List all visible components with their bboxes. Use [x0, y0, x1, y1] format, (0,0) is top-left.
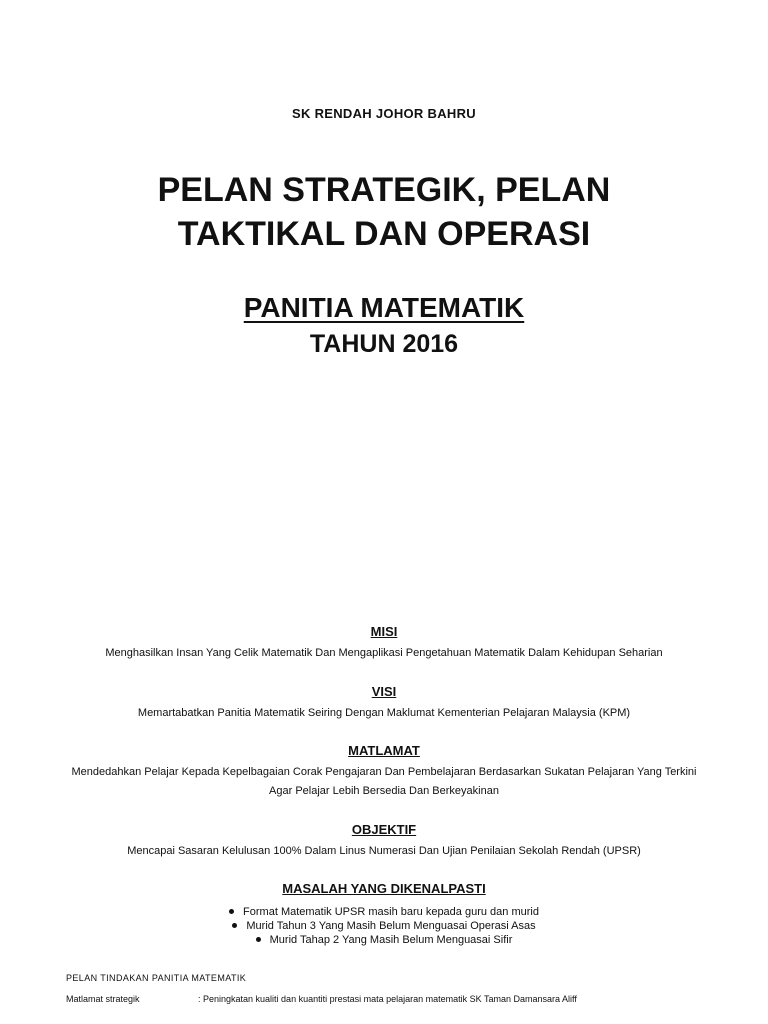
strategic-goal-label: Matlamat strategik	[66, 994, 140, 1004]
bullet-icon	[232, 923, 237, 928]
bullet-icon	[256, 937, 261, 942]
misi-heading: MISI	[370, 624, 398, 639]
matlamat-text-line-1: Mendedahkan Pelajar Kepada Kepelbagaian Corak Pengajaran Dan Pembelajaran Berdasarkan Sukatan Pelajaran Yang Terkini	[71, 766, 697, 778]
misi-text: Menghasilkan Insan Yang Celik Matematik Dan Mengaplikasi Pengetahuan Matematik Dalam Kehidupan Seharian	[105, 647, 663, 659]
visi-text: Memartabatkan Panitia Matematik Seiring Dengan Maklumat Kementerian Pelajaran Malaysia (KPM)	[137, 707, 631, 719]
objektif-text: Mencapai Sasaran Kelulusan 100% Dalam Linus Numerasi Dan Ujian Penilaian Sekolah Rendah (UPSR)	[127, 845, 641, 857]
school-name: SK RENDAH JOHOR BAHRU	[292, 106, 476, 121]
list-item-text: Murid Tahun 3 Yang Masih Belum Menguasai Operasi Asas	[246, 920, 536, 932]
objektif-heading: OBJEKTIF	[351, 822, 417, 837]
list-item-text: Format Matematik UPSR masih baru kepada guru dan murid	[243, 906, 539, 918]
bullet-icon	[229, 909, 234, 914]
main-title	[0, 168, 768, 256]
main-title-line-1: PELAN STRATEGIK, PELAN	[157, 171, 611, 209]
list-item	[0, 919, 768, 933]
list-item-text: Murid Tahap 2 Yang Masih Belum Menguasai Sifir	[269, 934, 513, 946]
action-plan-title: PELAN TINDAKAN PANITIA MATEMATIK	[66, 973, 247, 983]
main-title-line-2: TAKTIKAL DAN OPERASI	[177, 215, 591, 253]
year-title: TAHUN 2016	[309, 330, 459, 358]
masalah-list	[0, 905, 768, 947]
matlamat-text-line-2: Agar Pelajar Lebih Bersedia Dan Berkeyakinan	[269, 785, 499, 797]
visi-heading: VISI	[371, 684, 397, 699]
list-item	[0, 933, 768, 947]
panel-title: PANITIA MATEMATIK	[243, 292, 525, 323]
strategic-goal-value: : Peningkatan kualiti dan kuantiti prestasi mata pelajaran matematik SK Taman Damansara Aliff	[198, 994, 577, 1004]
masalah-heading: MASALAH YANG DIKENALPASTI	[282, 881, 486, 896]
list-item	[0, 905, 768, 919]
matlamat-heading: MATLAMAT	[348, 743, 420, 758]
